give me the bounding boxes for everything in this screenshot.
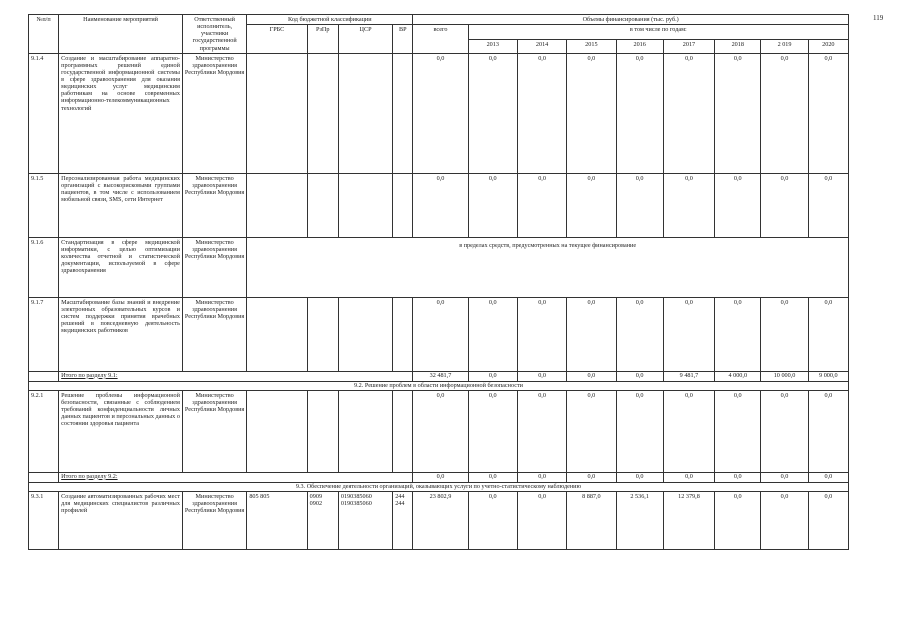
total-value: 10 000,0: [761, 371, 808, 381]
table-row: [29, 491, 849, 549]
row-vr: 244: [395, 499, 405, 507]
row-rzpr: 0902: [309, 499, 323, 507]
row-value: 0,0: [413, 53, 468, 173]
row-rzpr: 0909: [309, 492, 323, 500]
row-value: 0,0: [761, 53, 808, 173]
row-value: 0,0: [761, 390, 808, 472]
row-value: 8 887,0: [567, 491, 616, 549]
row-value: 23 802,9: [413, 491, 468, 549]
total-value: 0,0: [567, 472, 616, 482]
row-responsible: Министерство здравоохранения Республики Мордовия: [182, 491, 246, 549]
row-name: Создание автоматизированных рабочих мест для медицинских специалистов различных профилей: [59, 491, 183, 549]
row-value: 12 379,8: [663, 491, 714, 549]
header-year: 2014: [517, 39, 566, 53]
total-value: 0,0: [413, 472, 468, 482]
row-vr: 244: [395, 492, 405, 500]
section-heading: 9.3. Обеспечение деятельности организаций, оказывающих услуги по учетно-статистическому наблюдению: [29, 482, 849, 491]
header-year: 2016: [616, 39, 663, 53]
row-value: 0,0: [715, 297, 761, 371]
total-value: 0,0: [616, 472, 663, 482]
row-value: 0,0: [517, 390, 566, 472]
table-row: [29, 173, 849, 237]
row-csr: 0190385060: [340, 492, 372, 500]
row-value: 0,0: [715, 173, 761, 237]
row-value: 0,0: [715, 53, 761, 173]
header-year: 2018: [715, 39, 761, 53]
row-note: в пределах средств, предусмотренных на текущее финансирование: [247, 237, 849, 297]
row-name: Создание и масштабирование аппаратно-программных решений единой государственной информационной системы в сфере здравоохранения для оказания медицинских услуг медицинским работникам на основе современных информационно-телекоммуникационных технологий: [59, 53, 183, 173]
row-value: 0,0: [808, 173, 848, 237]
header-by-years: в том числе по годам:: [468, 25, 848, 40]
table-row: [29, 53, 849, 173]
row-grbs: 805 805: [247, 491, 307, 549]
table-row: [29, 297, 849, 371]
row-value: 0,0: [567, 390, 616, 472]
header-vr: ВР: [393, 25, 413, 54]
header-total: всего: [413, 25, 468, 54]
header-grbs: ГРБС: [247, 25, 307, 54]
row-num: 9.3.1: [29, 491, 59, 549]
header-num: №п/п: [29, 15, 59, 54]
row-num: 9.1.6: [29, 237, 59, 297]
row-responsible: Министерство здравоохранения Республики Мордовия: [182, 297, 246, 371]
row-csr: 0190385060: [340, 499, 372, 507]
row-value: 0,0: [468, 53, 517, 173]
row-value: 0,0: [517, 297, 566, 371]
row-responsible: Министерство здравоохранения Республики Мордовия: [182, 53, 246, 173]
total-value: 0,0: [468, 371, 517, 381]
total-value: 0,0: [715, 472, 761, 482]
total-label: Итого по разделу 9.2:: [59, 472, 413, 482]
row-value: 0,0: [567, 173, 616, 237]
row-value: 0,0: [413, 297, 468, 371]
total-value: 0,0: [808, 472, 848, 482]
row-value: 0,0: [413, 390, 468, 472]
row-value: 0,0: [616, 173, 663, 237]
table-row: [29, 237, 849, 297]
financing-table: [28, 14, 849, 550]
row-name: Масштабирование базы знаний и внедрение электронных образовательных курсов и систем поддержки принятия врачебных решений в повседневную деятельность медицинских работников: [59, 297, 183, 371]
row-value: 0,0: [616, 297, 663, 371]
header-year: 2015: [567, 39, 616, 53]
row-value: 0,0: [468, 297, 517, 371]
row-value: 0,0: [567, 53, 616, 173]
total-label: Итого по разделу 9.1:: [59, 371, 413, 381]
table-row: [29, 390, 849, 472]
row-value: 0,0: [808, 491, 848, 549]
row-value: 0,0: [761, 297, 808, 371]
row-name: Стандартизация в сфере медицинской информатики, с целью оптимизации количества отчетной и статистической документации, используемой в сфере здравоохранения: [59, 237, 183, 297]
row-value: 0,0: [761, 173, 808, 237]
total-value: 9 481,7: [663, 371, 714, 381]
section-heading: 9.2. Решение проблем в области информационной безопасности: [29, 381, 849, 390]
row-num: 9.1.4: [29, 53, 59, 173]
total-row: [29, 371, 849, 381]
row-value: 0,0: [517, 173, 566, 237]
row-name: Решение проблемы информационной безопасности, связанные с соблюдением требований конфиденциальности личных данных пациентов и персональных данных о состоянии здоровья пациента: [59, 390, 183, 472]
total-value: 0,0: [567, 371, 616, 381]
total-value: 0,0: [616, 371, 663, 381]
row-responsible: Министерство здравоохранения Республики Мордовия: [182, 237, 246, 297]
header-year: 2013: [468, 39, 517, 53]
row-value: 0,0: [715, 390, 761, 472]
total-value: 0,0: [517, 472, 566, 482]
row-value: 0,0: [761, 491, 808, 549]
row-value: 2 536,1: [616, 491, 663, 549]
total-value: 9 000,0: [808, 371, 848, 381]
row-value: 0,0: [808, 390, 848, 472]
header-name: Наименование мероприятий: [59, 15, 183, 54]
row-value: 0,0: [663, 173, 714, 237]
row-value: 0,0: [663, 53, 714, 173]
total-value: 4 000,0: [715, 371, 761, 381]
header-csr: ЦСР: [338, 25, 392, 54]
row-value: 0,0: [715, 491, 761, 549]
row-value: 0,0: [517, 53, 566, 173]
row-value: 0,0: [468, 173, 517, 237]
row-value: 0,0: [413, 173, 468, 237]
total-value: 0,0: [468, 472, 517, 482]
row-value: 0,0: [517, 491, 566, 549]
total-value: 0,0: [663, 472, 714, 482]
row-num: 9.1.7: [29, 297, 59, 371]
row-responsible: Министерство здравоохранения Республики Мордовия: [182, 173, 246, 237]
row-value: 0,0: [663, 390, 714, 472]
header-responsible: Ответственный исполнитель, участники государственной программы: [182, 15, 246, 54]
header-year: 2 019: [761, 39, 808, 53]
row-value: 0,0: [663, 297, 714, 371]
header-budget-code: Код бюджетной классификации: [247, 15, 413, 25]
total-value: 0,0: [517, 371, 566, 381]
row-value: 0,0: [468, 390, 517, 472]
row-responsible: Министерство здравоохранения Республики Мордовия: [182, 390, 246, 472]
total-value: 32 481,7: [413, 371, 468, 381]
row-value: 0,0: [808, 53, 848, 173]
row-num: 9.1.5: [29, 173, 59, 237]
header-financing: Объемы финансирования (тыс. руб.): [413, 15, 849, 25]
row-value: 0,0: [616, 53, 663, 173]
row-value: 0,0: [468, 491, 517, 549]
row-value: 0,0: [616, 390, 663, 472]
total-value: 0,0: [761, 472, 808, 482]
row-name: Персонализированная работа медицинских организаций с высокорисковыми группами пациентов, в том числе с использованием мобильной связи, SMS, сети Интернет: [59, 173, 183, 237]
row-num: 9.2.1: [29, 390, 59, 472]
page-number: 119: [873, 14, 884, 22]
row-value: 0,0: [808, 297, 848, 371]
row-value: 0,0: [567, 297, 616, 371]
header-rzpr: РзПр: [307, 25, 338, 54]
header-year: 2020: [808, 39, 848, 53]
total-row: [29, 472, 849, 482]
header-year: 2017: [663, 39, 714, 53]
